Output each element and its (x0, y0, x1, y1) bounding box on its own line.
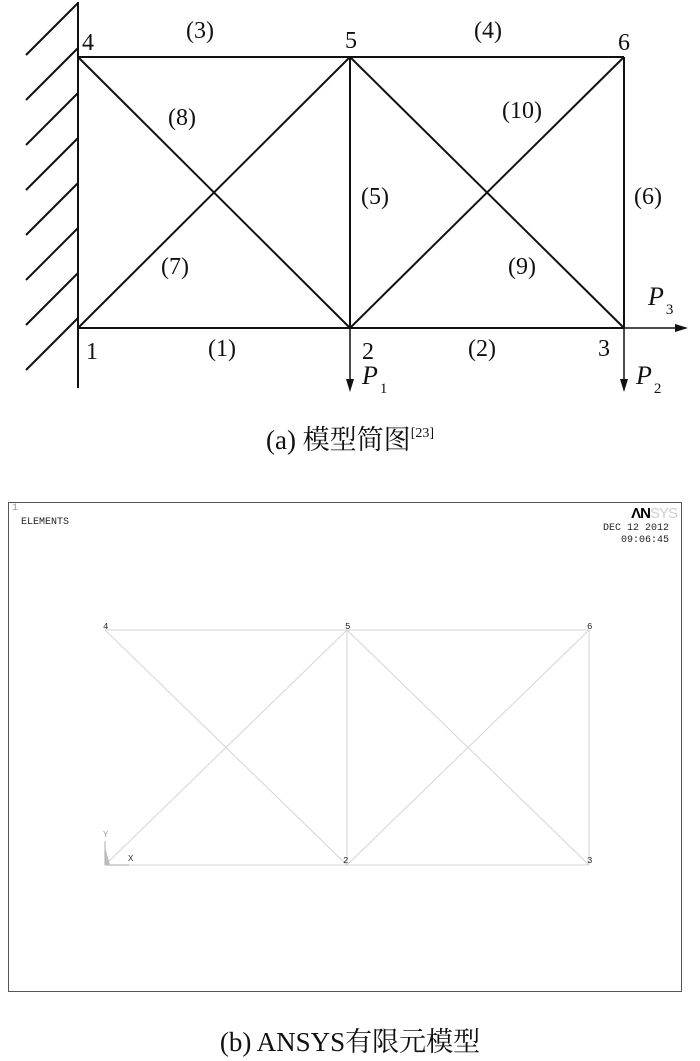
element-label-e10: (10) (502, 98, 542, 124)
caption-a (0, 418, 700, 457)
ansys-node-label-5: 5 (345, 622, 351, 632)
plot-time: 09:06:45 (620, 535, 669, 546)
fixed-wall-support (26, 2, 78, 388)
wall-hatch (26, 318, 78, 370)
axis-y-label: Y (103, 830, 109, 840)
element-label-e3: (3) (186, 18, 214, 44)
element-label-e6: (6) (634, 184, 662, 210)
ansys-node-label-3: 3 (587, 856, 593, 866)
caption-b: (b) ANSYS有限元模型 (219, 1027, 481, 1057)
ansys-node-label-2: 2 (343, 856, 349, 866)
wall-hatch (26, 228, 78, 280)
truss-members (78, 57, 624, 328)
ansys-logo: ΛNSYS (631, 505, 677, 522)
truss-model-diagram (0, 0, 700, 420)
arrow-head (675, 324, 688, 332)
arrow-head (346, 379, 354, 392)
node-label-4: 4 (82, 30, 94, 56)
arrow-head (620, 379, 628, 392)
wall-hatch (26, 3, 78, 55)
node-label-3: 3 (598, 336, 610, 362)
truss-labels (82, 18, 662, 365)
load-arrows (346, 282, 688, 397)
load-label-P3: P $_3$ (648, 282, 674, 318)
load-P3 (624, 282, 688, 332)
node-label-5: 5 (345, 28, 357, 54)
ansys-node-label-6: 6 (587, 622, 593, 632)
ansys-elements (105, 630, 589, 865)
caption-a-reference: [23] (410, 426, 435, 441)
element-label-e2: (2) (468, 336, 496, 362)
load-label-P2: P $_2$ (636, 361, 662, 397)
window-number: 1 (12, 503, 19, 514)
wall-hatch (26, 273, 78, 325)
element-label-e9: (9) (508, 254, 536, 280)
ansys-node-labels (103, 622, 592, 866)
plot-title: ELEMENTS (21, 517, 70, 528)
node-label-1: 1 (86, 339, 98, 365)
plot-date: DEC 12 2012 (602, 523, 669, 534)
node-label-6: 6 (618, 30, 630, 56)
ansys-element-plot (9, 503, 681, 991)
ansys-model-panel (8, 502, 682, 992)
axis-x-label: X (128, 854, 134, 864)
wall-hatch (26, 48, 78, 100)
element-label-e1: (1) (208, 336, 236, 362)
caption-a-text: (a) 模型简图 (265, 425, 411, 455)
element-label-e5: (5) (361, 184, 389, 210)
element-label-e7: (7) (161, 254, 189, 280)
load-label-P1: P $_1$ (362, 361, 388, 397)
element-label-e4: (4) (474, 18, 502, 44)
axis-origin-marker (105, 847, 110, 865)
node-label-2: 2 (362, 339, 374, 365)
ansys-node-label-4: 4 (103, 622, 109, 632)
element-label-e8: (8) (168, 105, 196, 131)
axis-triad (103, 830, 134, 865)
wall-hatch (26, 93, 78, 145)
wall-hatch (26, 138, 78, 190)
wall-hatch (26, 183, 78, 235)
load-P2 (620, 328, 661, 397)
